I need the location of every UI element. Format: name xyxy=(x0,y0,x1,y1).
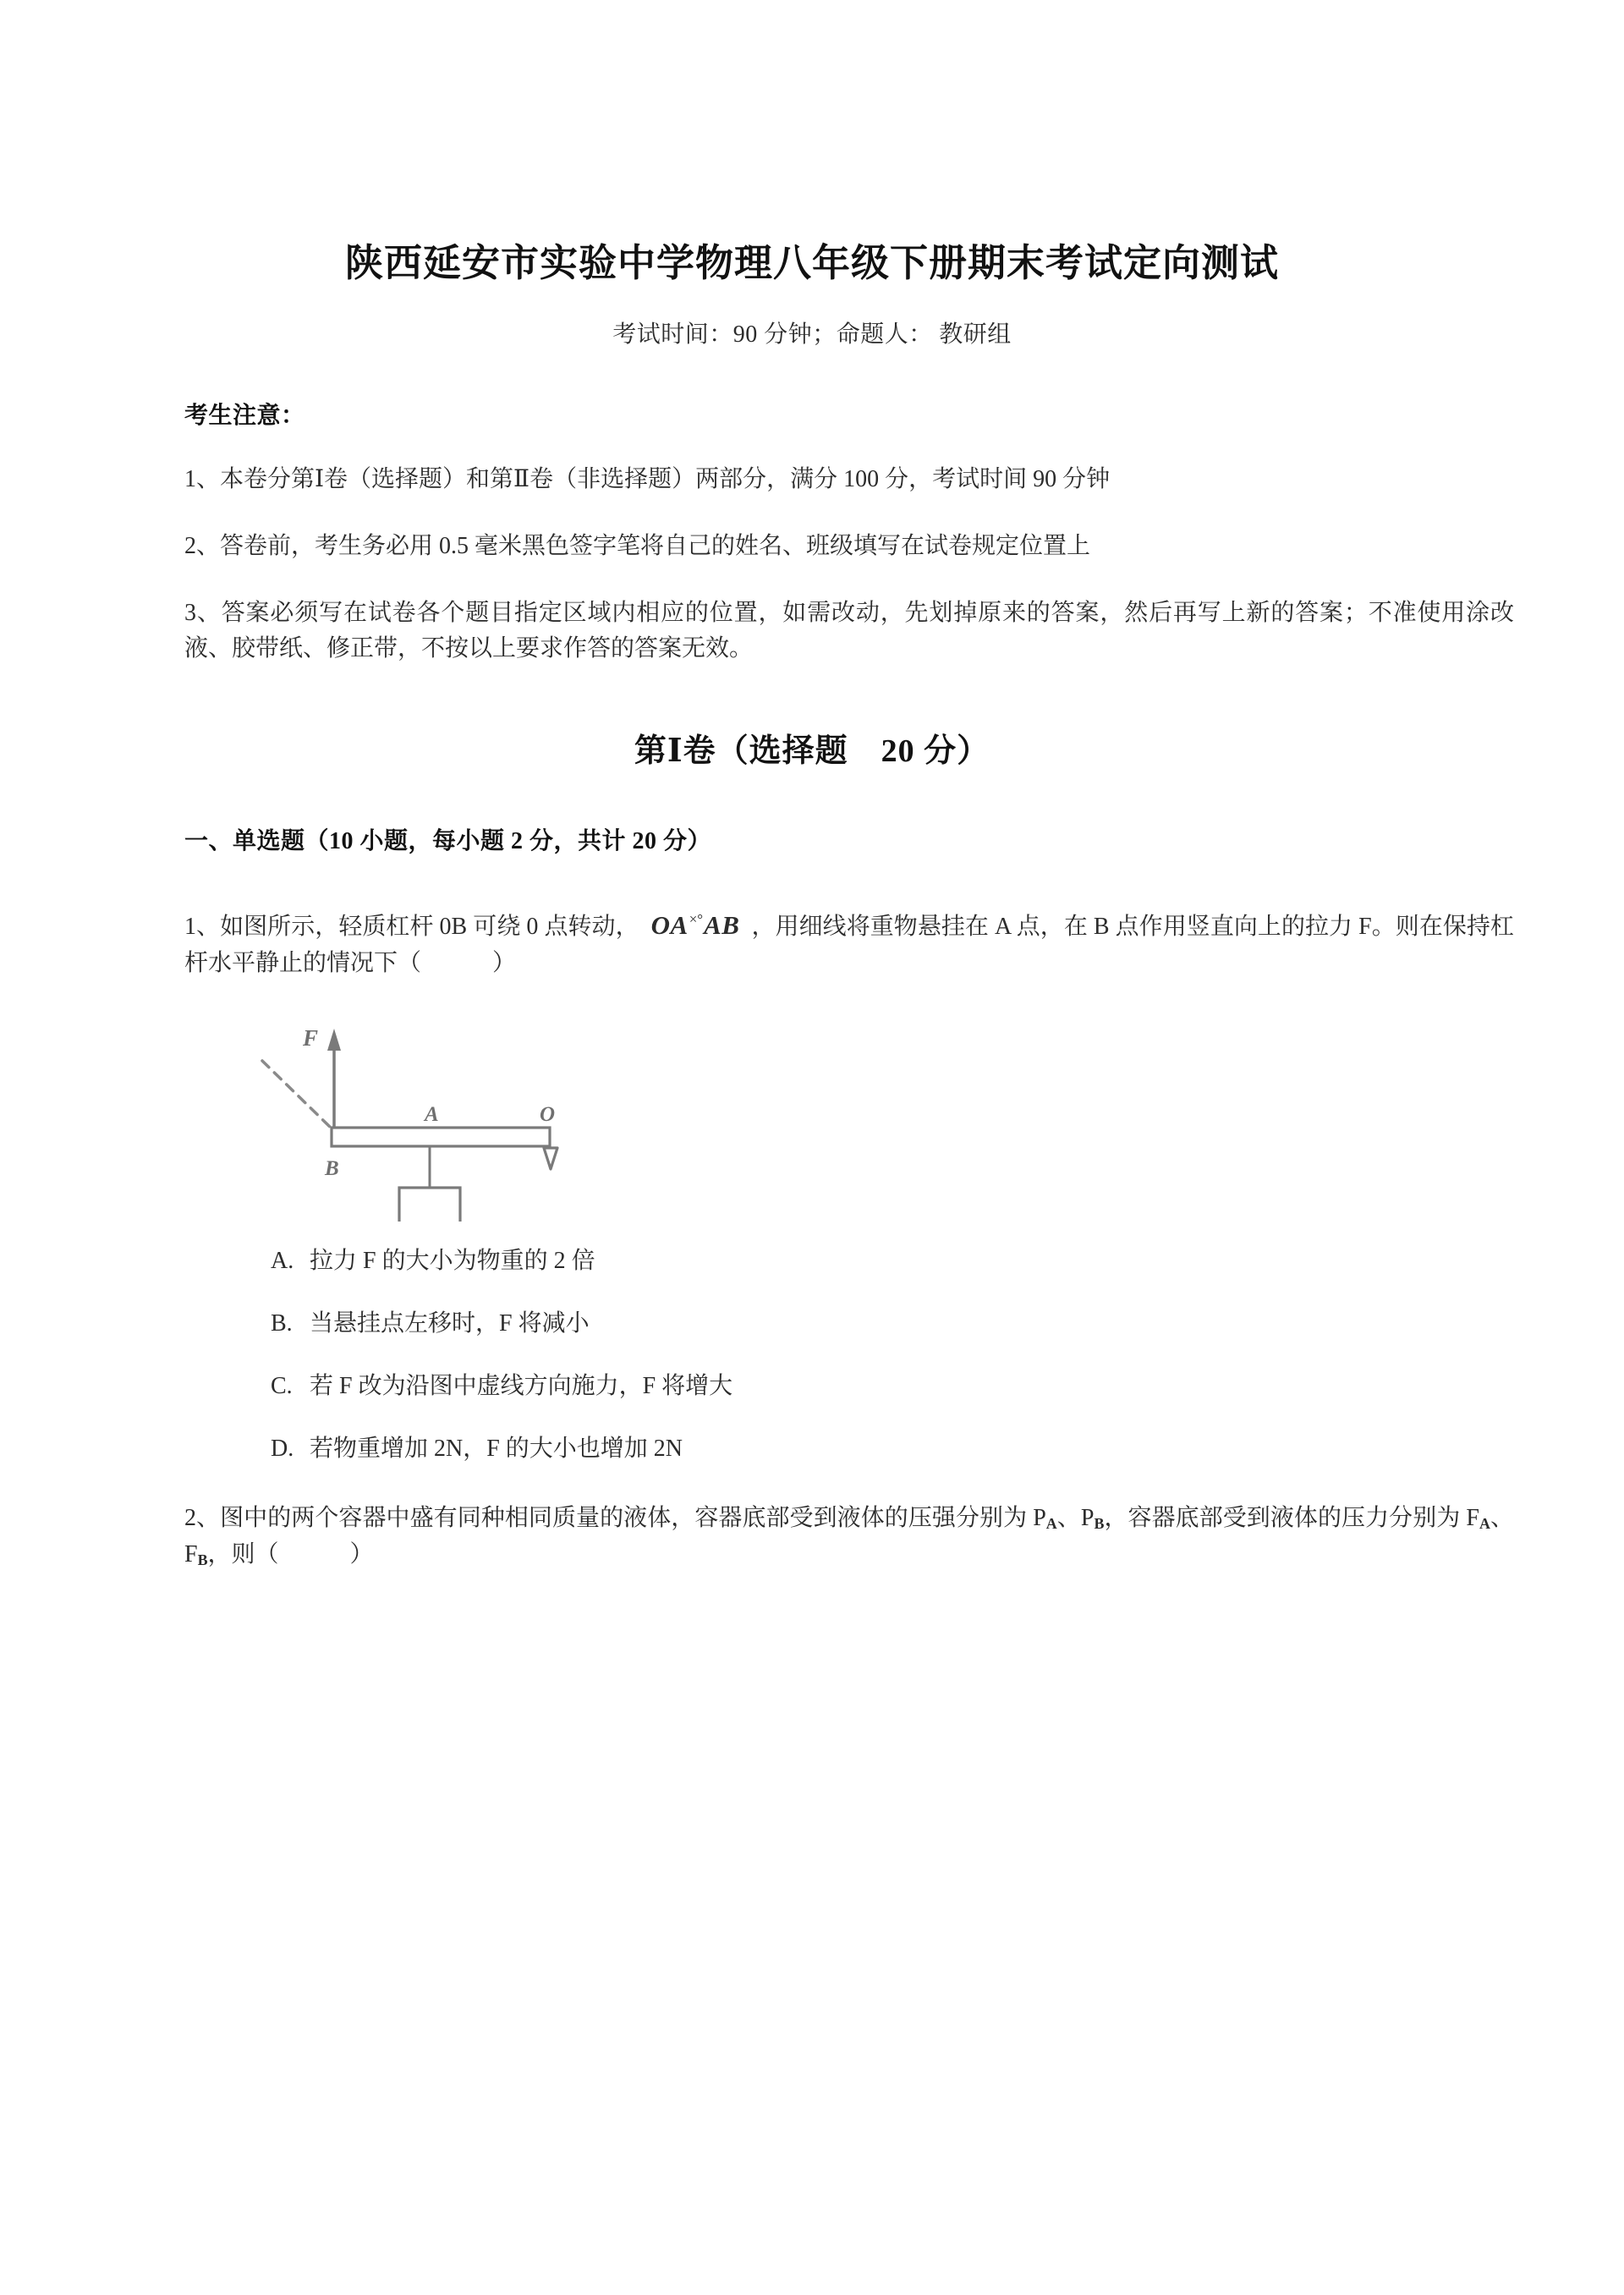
question-1-formula xyxy=(639,910,752,940)
formula-operator: ×° xyxy=(689,911,704,928)
label-point-A: A xyxy=(425,1103,439,1127)
option-a-text: 拉力 F 的大小为物重的 2 倍 xyxy=(310,1248,595,1275)
option-a-letter: A. xyxy=(271,1248,294,1275)
question-1-number: 1、 xyxy=(184,914,221,941)
hanging-weight-block xyxy=(399,1188,460,1222)
option-b[interactable] xyxy=(271,1279,1514,1342)
question-1-text-part-2: ，用细线将重物悬挂在 A 点，在 B 点作用竖直向上的拉力 F。则在保持杠杆水平静止的情况下（ ） xyxy=(184,914,1514,976)
question-2-segment-3: ，容器底部受到液体的压力分别为 F xyxy=(1104,1505,1479,1532)
question-1-text-part-1: 如图所示，轻质杠杆 0B 可绕 0 点转动， xyxy=(220,914,639,941)
notice-item-3: 3、答案必须写在试卷各个题目指定区域内相应的位置，如需改动，先划掉原来的答案，然后再写上新的答案；不准使用涂改液、胶带纸、修正带，不按以上要求作答的答案无效。 xyxy=(184,600,1514,662)
dashed-force-direction-line xyxy=(262,1061,332,1128)
lever-diagram xyxy=(237,1010,643,1222)
label-force-F: F xyxy=(303,1025,319,1051)
lever-bar xyxy=(332,1128,550,1146)
candidate-notice-heading: 考生注意： xyxy=(184,403,305,430)
option-c-letter: C. xyxy=(271,1373,293,1400)
option-b-text: 当悬挂点左移时，F 将减小 xyxy=(310,1310,590,1337)
pivot-triangle xyxy=(544,1148,557,1169)
option-d-text: 若物重增加 2N，F 的大小也增加 2N xyxy=(310,1436,683,1463)
part-one-heading: 第Ⅰ卷（选择题 20 分） xyxy=(634,733,990,770)
label-point-O: O xyxy=(540,1103,556,1127)
option-c[interactable] xyxy=(271,1342,1514,1404)
question-2-subscript-pb: B xyxy=(1094,1515,1105,1533)
force-arrow-head xyxy=(327,1029,341,1051)
question-2-segment-5: ，则（ ） xyxy=(207,1540,374,1568)
notice-item-1: 1、本卷分第Ⅰ卷（选择题）和第Ⅱ卷（非选择题）两部分，满分 100 分，考试时间 90 分钟 xyxy=(184,466,1111,493)
option-c-text: 若 F 改为沿图中虚线方向施力，F 将增大 xyxy=(310,1373,733,1400)
question-1 xyxy=(110,856,1514,981)
question-2-subscript-fa: A xyxy=(1479,1515,1490,1533)
question-1-options xyxy=(110,1222,1514,1467)
option-a[interactable] xyxy=(271,1244,1514,1279)
question-2 xyxy=(110,1467,1514,1573)
question-2-subscript-fb: B xyxy=(197,1551,208,1568)
page-title: 陕西延安市实验中学物理八年级下册期末考试定向测试 xyxy=(344,242,1279,284)
option-d[interactable] xyxy=(271,1404,1514,1467)
question-2-subscript-pa: A xyxy=(1045,1515,1057,1533)
question-2-number: 2、 xyxy=(184,1505,221,1532)
question-1-figure xyxy=(110,981,1514,1222)
formula-right-term: AB xyxy=(704,910,740,941)
label-point-B: B xyxy=(325,1157,339,1181)
option-d-letter: D. xyxy=(271,1436,294,1463)
exam-subtitle: 考试时间：90 分钟；命题人： 教研组 xyxy=(612,321,1012,349)
question-2-segment-4: 、F xyxy=(184,1505,1514,1568)
formula-left-term: OA xyxy=(650,910,689,941)
notice-item-2: 2、答卷前，考生务必用 0.5 毫米黑色签字笔将自己的姓名、班级填写在试卷规定位置上 xyxy=(184,533,1091,560)
question-2-segment-1: 图中的两个容器中盛有同种相同质量的液体，容器底部受到液体的压强分别为 P xyxy=(220,1505,1046,1532)
single-choice-group-heading: 一、单选题（10 小题，每小题 2 分，共计 20 分） xyxy=(184,828,712,855)
question-2-segment-2: 、P xyxy=(1056,1505,1095,1532)
option-b-letter: B. xyxy=(271,1310,293,1337)
